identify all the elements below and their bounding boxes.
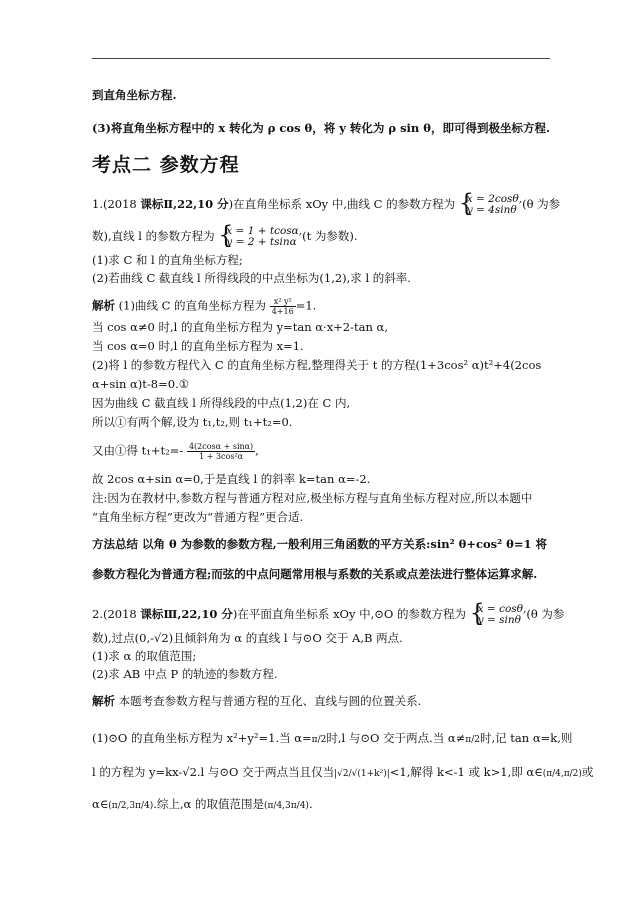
q2-part1: (1)求 α 的取值范围; bbox=[92, 649, 197, 663]
param-system-o: { x = cosθ, y = sinθ bbox=[469, 599, 527, 627]
section-heading: 考点二 参数方程 bbox=[92, 154, 240, 176]
sol1-note: 注:因为在教材中,参数方程与普通方程对应,极坐标方程与直角坐标方程对应,所以本题中 bbox=[92, 491, 533, 505]
sol1-note: “直角坐标方程”更改为“普通方程”更合适. bbox=[92, 510, 304, 524]
sol2-line: α∈(π/2,3π/4).综上,α 的取值范围是(π/4,3π/4). bbox=[92, 797, 313, 811]
q2-part2: (2)求 AB 中点 P 的轨迹的参数方程. bbox=[92, 667, 278, 681]
q2-line2: 数),过点(0,-√2)且倾斜角为 α 的直线 l 与⊙O 交于 A,B 两点. bbox=[92, 631, 403, 645]
sol1-line: 因为曲线 C 截直线 l 所得线段的中点(1,2)在 C 内, bbox=[92, 396, 351, 410]
sol1-line: 所以①有两个解,设为 t₁,t₂,则 t₁+t₂=0. bbox=[92, 415, 293, 429]
sol1-line: (2)将 l 的参数方程代入 C 的直角坐标方程,整理得关于 t 的方程(1+3cos² α)t²+4(2cos bbox=[92, 358, 542, 372]
interval: (π/2,3π/4) bbox=[108, 801, 154, 811]
interval: (π/4,3π/4) bbox=[263, 801, 309, 811]
sol2-line: (1)⊙O 的直角坐标方程为 x²+y²=1.当 α=π/2时,l 与⊙O 交于两点.当 α≠π/2时,记 tan α=k,则 bbox=[92, 731, 573, 745]
q1-part1: (1)求 C 和 l 的直角坐标方程; bbox=[92, 253, 243, 267]
abs-fraction: |√2/√(1+k²)| bbox=[334, 769, 390, 779]
fraction: $\frac{4(2\cos\alpha + \sin\alpha)}{\text{1 + 3cos²α}}$ bbox=[188, 442, 254, 461]
solution-label: 解析 bbox=[92, 694, 115, 708]
interval: (π/4,π/2) bbox=[542, 769, 582, 779]
fraction: $\frac{\text{x² y²}}{4+16}$ bbox=[271, 297, 294, 316]
text-line: 到直角坐标方程. bbox=[92, 88, 177, 102]
solution-label: 解析 bbox=[92, 298, 115, 313]
header-rule bbox=[92, 58, 550, 59]
q1-part2: (2)若曲线 C 截直线 l 所得线段的中点坐标为(1,2),求 l 的斜率. bbox=[92, 271, 411, 285]
q2-intro: 2.(2018 课标Ⅲ,22,10 分)在平面直角坐标系 xOy 中,⊙O 的参数方程为 { x = cosθ, y = sinθ (θ 为参 bbox=[92, 599, 565, 627]
param-system-c: { x = 2cosθ, y = 4sinθ bbox=[458, 189, 523, 217]
sol1-line: 又由①得 t₁+t₂=- $\frac{4(2\cos\alpha + \sin\alpha)}{\text{1 + 3cos²α}}$ , bbox=[92, 442, 259, 461]
q1-intro: 1.(2018 课标Ⅱ,22,10 分)在直角坐标系 xOy 中,曲线 C 的参数方程为 { x = 2cosθ, y = 4sinθ (θ 为参 bbox=[92, 189, 561, 217]
method-summary: 参数方程化为普通方程;而弦的中点问题常用根与系数的关系或点差法进行整体运算求解. bbox=[92, 567, 538, 581]
sol1-line: 当 cos α≠0 时,l 的直角坐标方程为 y=tan α·x+2-tan α, bbox=[92, 320, 388, 334]
sol2-line: l 的方程为 y=kx-√2.l 与⊙O 交于两点当且仅当|√2/√(1+k²)|<1,解得 k<-1 或 k>1,即 α∈(π/4,π/2)或 bbox=[92, 765, 594, 779]
q1-line2: 数),直线 l 的参数方程为 { x = 1 + tcosα, y = 2 + tsinα (t 为参数). bbox=[92, 221, 358, 249]
sol1-line1: 解析 (1)曲线 C 的直角坐标方程为 $\frac{\text{x² y²}}{4+16}$ =1. bbox=[92, 297, 317, 316]
fraction: π/2 bbox=[311, 735, 327, 745]
method-summary: 方法总结 以角 θ 为参数的参数方程,一般利用三角函数的平方关系:sin² θ+cos² θ=1 将 bbox=[92, 537, 547, 551]
sol2-line1: 解析 本题考查参数方程与普通方程的互化、直线与圆的位置关系. bbox=[92, 694, 422, 708]
param-system-l: { x = 1 + tcosα, y = 2 + tsinα bbox=[218, 221, 303, 249]
sol1-line: 故 2cos α+sin α=0,于是直线 l 的斜率 k=tan α=-2. bbox=[92, 472, 371, 486]
sol1-line: 当 cos α=0 时,l 的直角坐标方程为 x=1. bbox=[92, 339, 304, 353]
sol1-line: α+sin α)t-8=0.① bbox=[92, 377, 190, 391]
text-line: (3)将直角坐标方程中的 x 转化为 ρ cos θ，将 y 转化为 ρ sin θ，即可得到极坐标方程. bbox=[92, 121, 550, 135]
fraction: π/2 bbox=[465, 735, 480, 745]
